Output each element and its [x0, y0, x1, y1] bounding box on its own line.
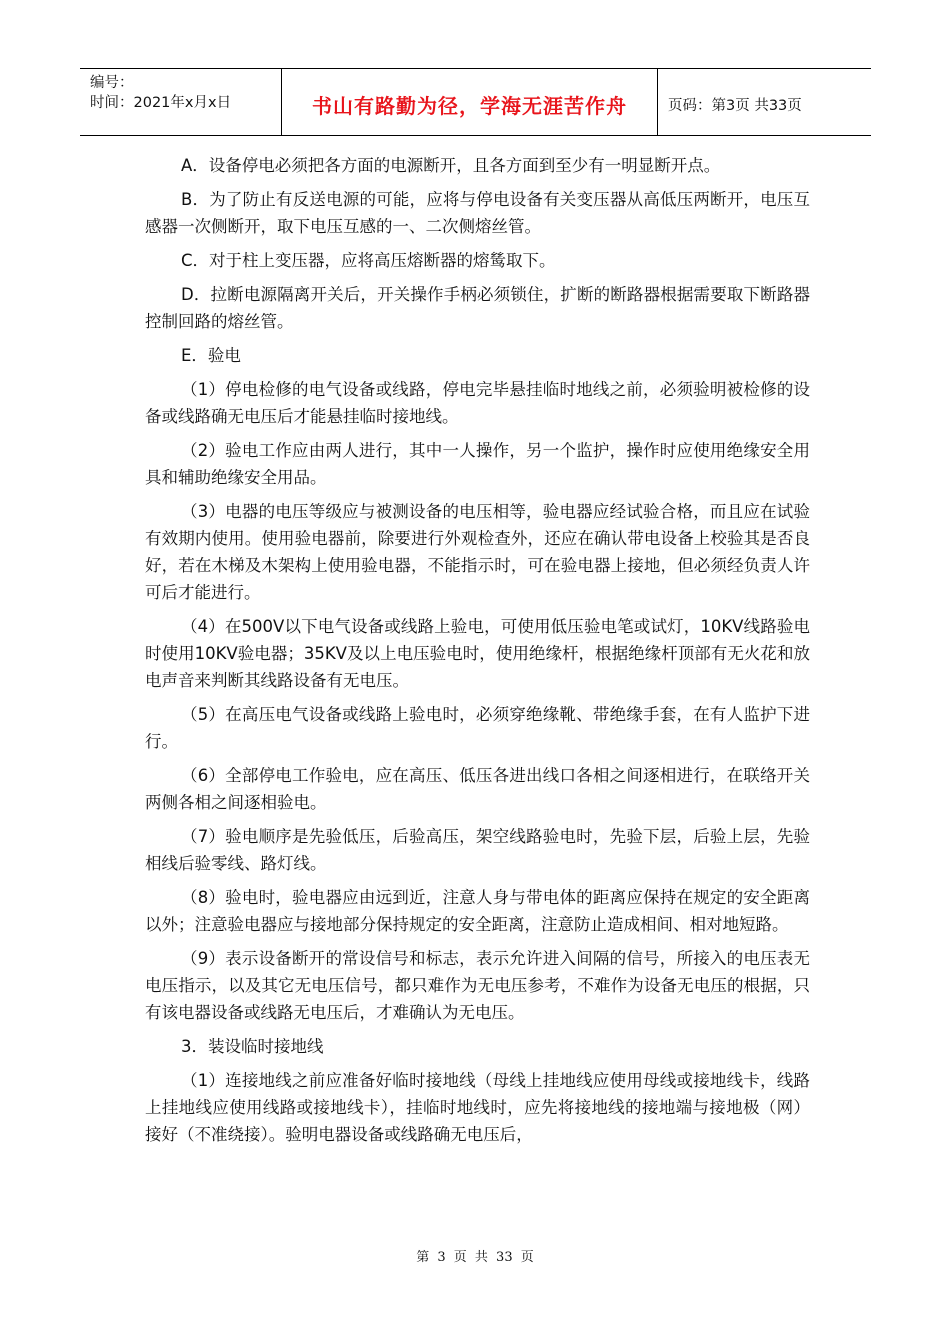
page-header — [80, 68, 871, 136]
header-page-info: 页码：第3页 共33页 — [668, 97, 802, 114]
paragraph: D．拉断电源隔离开关后，开关操作手柄必须锁住，扩断的断路器根据需要取下断路器控制回路的熔丝管。 — [145, 285, 810, 331]
paragraph: （6）全部停电工作验电，应在高压、低压各进出线口各相之间逐相进行，在联络开关两侧各相之间逐相验电。 — [145, 766, 810, 812]
paragraph: A．设备停电必须把各方面的电源断开，且各方面到至少有一明显断开点。 — [181, 156, 721, 175]
paragraph: E．验电 — [181, 346, 241, 365]
paragraph: （5）在高压电气设备或线路上验电时，必须穿绝缘靴、带绝缘手套，在有人监护下进行。 — [145, 705, 810, 751]
header-meta — [80, 69, 282, 135]
paragraph: （7）验电顺序是先验低压，后验高压，架空线路验电时，先验下层，后验上层，先验相线后验零线、路灯线。 — [145, 827, 810, 873]
paragraph: （4）在500V以下电气设备或线路上验电，可使用低压验电笔或试灯，10KV线路验电时使用10KV验电器；35KV及以上电压验电时，使用绝缘杆，根据绝缘杆顶部有无火花和放电声音来判断其线路设备有无电压。 — [145, 617, 810, 690]
header-motto: 书山有路勤为径，学海无涯苦作舟 — [282, 69, 658, 135]
paragraph: C．对于柱上变压器，应将高压熔断器的熔鸶取下。 — [181, 251, 556, 270]
paragraph: （9）表示设备断开的常设信号和标志，表示允许进入间隔的信号，所接入的电压表无电压指示，以及其它无电压信号，都只难作为无电压参考，不难作为设备无电压的根据，只有该电器设备或线路无电压后，才难确认为无电压。 — [145, 949, 810, 1022]
paragraph: （1）连接地线之前应准备好临时接地线（母线上挂地线应使用母线或接地线卡，线路上挂地线应使用线路或接地线卡），挂临时地线时，应先将接地线的接地端与接地极（网）接好（不准绕接）。验明电器设备或线路确无电压后， — [145, 1071, 810, 1144]
paragraph: （8）验电时，验电器应由远到近，注意人身与带电体的距离应保持在规定的安全距离以外；注意验电器应与接地部分保持规定的安全距离，注意防止造成相间、相对地短路。 — [145, 888, 810, 934]
page-footer: 第 3 页 共 33 页 — [416, 1250, 534, 1265]
paragraph: （1）停电检修的电气设备或线路，停电完毕悬挂临时地线之前，必须验明被检修的设备或线路确无电压后才能悬挂临时接地线。 — [145, 380, 810, 426]
paragraph: （3）电器的电压等级应与被测设备的电压相等，验电器应经试验合格，而且应在试验有效期内使用。使用验电器前，除要进行外观检查外，还应在确认带电设备上校验其是否良好，若在木梯及木架构上使用验电器，不能指示时，可在验电器上接地，但必须经负责人许可后才能进行。 — [145, 502, 810, 602]
paragraph: 3．装设临时接地线 — [181, 1037, 324, 1056]
paragraph: B．为了防止有反送电源的可能，应将与停电设备有关变压器从高低压两断开，电压互感器一次侧断开，取下电压互感的一、二次侧熔丝管。 — [145, 190, 810, 236]
document-body — [145, 152, 810, 1155]
document-number-label: 编号： — [90, 75, 134, 91]
document-date: 时间：2021年x月x日 — [90, 95, 232, 111]
paragraph: （2）验电工作应由两人进行，其中一人操作，另一个监护，操作时应使用绝缘安全用具和辅助绝缘安全用品。 — [145, 441, 810, 487]
